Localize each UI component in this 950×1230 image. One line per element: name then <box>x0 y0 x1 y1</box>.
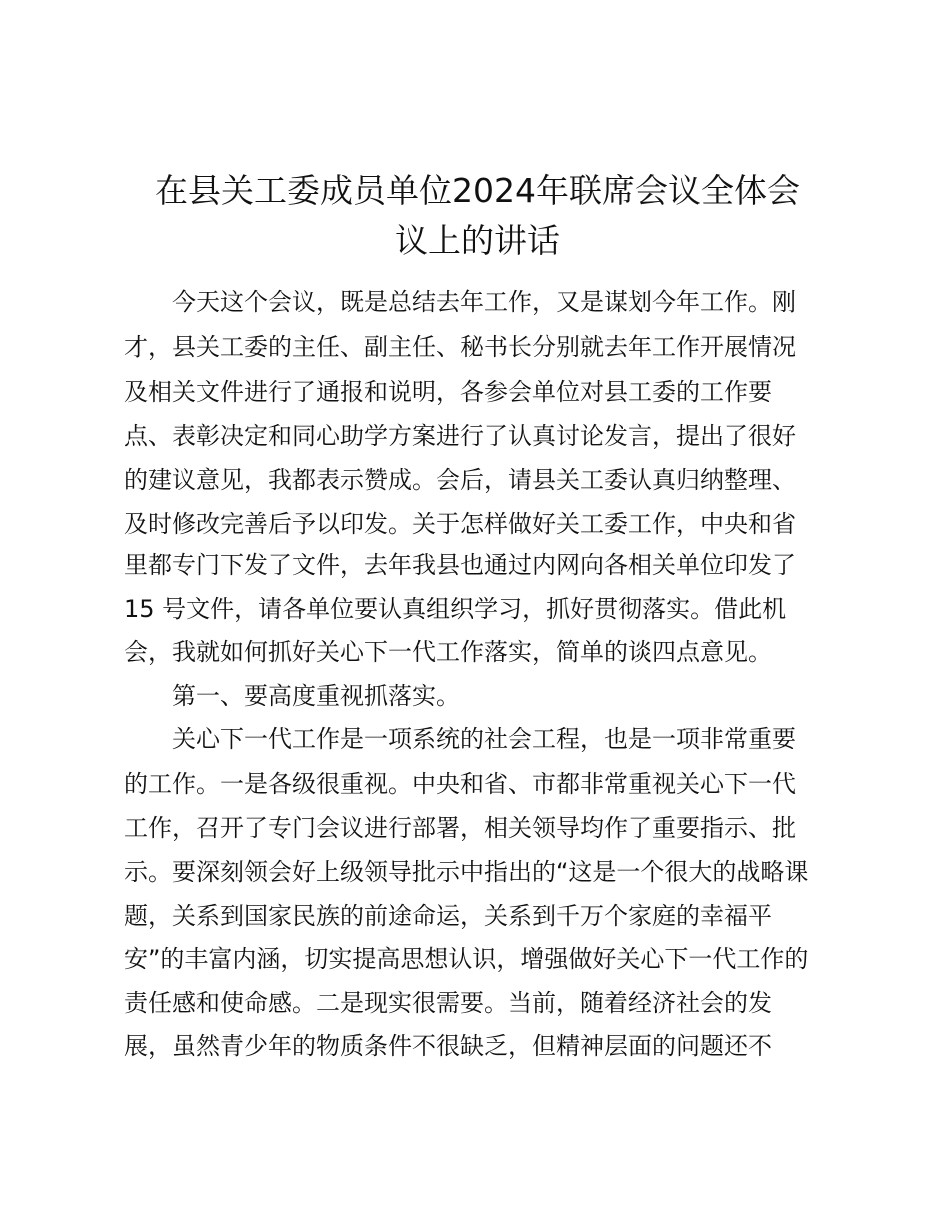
body-line: 今天这个会议，既是总结去年工作，又是谋划今年工作。刚 <box>172 288 796 316</box>
title-line-1: 在县关工委成员单位2024年联席会议全体会 <box>155 171 800 210</box>
body-line: 工作，召开了专门会议进行部署，相关领导均作了重要指示、批 <box>124 814 796 842</box>
body-line: 责任感和使命感。二是现实很需要。当前，随着经济社会的发 <box>124 989 772 1017</box>
section-heading: 第一、要高度重视抓落实。 <box>172 682 460 710</box>
body-line: 及时修改完善后予以印发。关于怎样做好关工委工作，中央和省 <box>124 510 796 538</box>
body-line: 15 号文件，请各单位要认真组织学习，抓好贯彻落实。借此机 <box>124 595 787 623</box>
body-line: 及相关文件进行了通报和说明，各参会单位对县工委的工作要 <box>124 378 772 406</box>
body-line: 关心下一代工作是一项系统的社会工程，也是一项非常重要 <box>172 725 796 753</box>
body-line: 的工作。一是各级很重视。中央和省、市都非常重视关心下一代 <box>124 770 796 798</box>
body-line: 展，虽然青少年的物质条件不很缺乏，但精神层面的问题还不 <box>124 1032 772 1060</box>
body-line: 里都专门下发了文件，去年我县也通过内网向各相关单位印发了 <box>124 551 796 579</box>
body-line: 点、表彰决定和同心助学方案进行了认真讨论发言，提出了很好 <box>124 422 796 450</box>
body-line: 才，县关工委的主任、副主任、秘书长分别就去年工作开展情况 <box>124 333 796 361</box>
title-line-2: 议上的讲话 <box>395 221 560 260</box>
body-line: 的建议意见，我都表示赞成。会后，请县关工委认真归纳整理、 <box>124 466 796 494</box>
body-line: 示。要深刻领会好上级领导批示中指出的“这是一个很大的战略课 <box>124 858 809 886</box>
body-line: 会，我就如何抓好关心下一代工作落实，简单的谈四点意见。 <box>124 638 772 666</box>
body-line: 题，关系到国家民族的前途命运，关系到千万个家庭的幸福平 <box>124 902 772 930</box>
body-line: 安”的丰富内涵，切实提高思想认识，增强做好关心下一代工作的 <box>124 945 809 973</box>
document-title <box>120 166 835 266</box>
